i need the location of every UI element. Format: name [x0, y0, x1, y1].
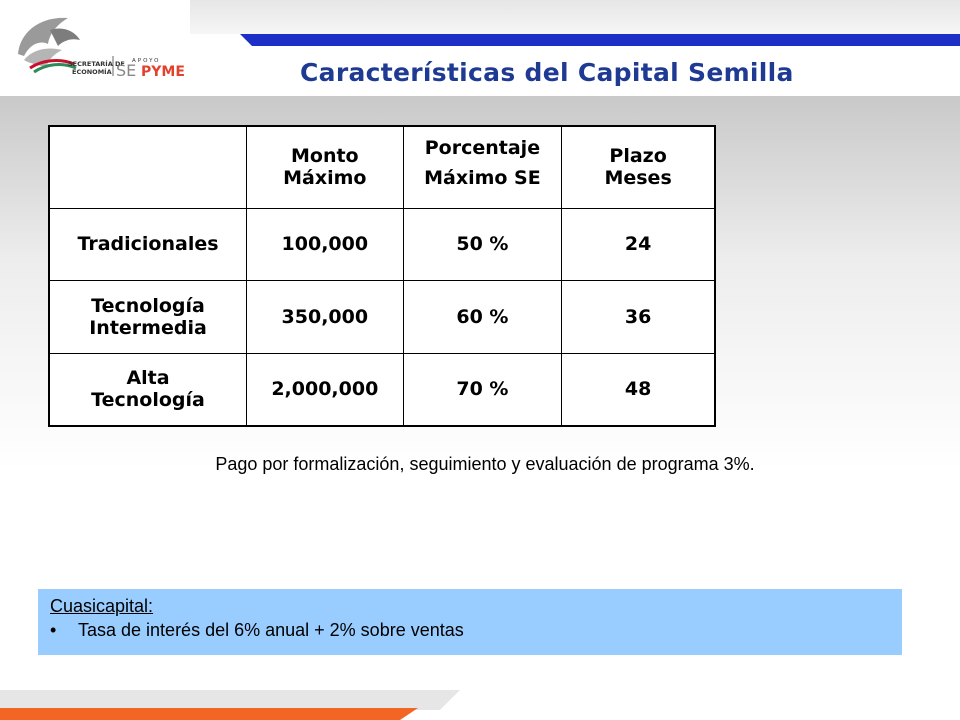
top-blue-stripe: [240, 34, 960, 46]
capital-table: [48, 125, 716, 427]
bullet-icon: •: [50, 620, 57, 640]
header-plazo-meses: Plazo Meses: [562, 126, 715, 208]
table-row: [49, 353, 715, 426]
table-row: [49, 280, 715, 353]
cell-plazo: 24: [562, 208, 715, 280]
cell-monto: 100,000: [247, 208, 404, 280]
cell-plazo: 36: [562, 280, 715, 353]
cell-plazo: 48: [562, 353, 715, 426]
cell-monto: 2,000,000: [247, 353, 404, 426]
cell-porcentaje: 50 %: [403, 208, 562, 280]
secretaria-economia-logo: [10, 10, 190, 90]
table-header-row: [49, 126, 715, 208]
header-monto-maximo: Monto Máximo: [247, 126, 404, 208]
table-row: [49, 208, 715, 280]
footer-decor: [0, 690, 960, 720]
svg-text:SE: SE: [116, 61, 137, 80]
top-decor-bar: [190, 0, 960, 34]
cell-porcentaje: 60 %: [403, 280, 562, 353]
header-porcentaje-maximo: Porcentaje Máximo SE: [403, 126, 562, 208]
row-label: Tecnología Intermedia: [49, 280, 247, 353]
page-title: Características del Capital Semilla: [300, 58, 794, 87]
table-header-empty: [49, 126, 247, 208]
svg-text:APOYO: APOYO: [132, 58, 161, 64]
cuasicapital-box: [38, 589, 902, 655]
cell-monto: 350,000: [247, 280, 404, 353]
svg-text:ECONOMÍA: ECONOMÍA: [72, 68, 112, 76]
list-item: [50, 620, 464, 641]
cell-porcentaje: 70 %: [403, 353, 562, 426]
list-item-text: Tasa de interés del 6% anual + 2% sobre ventas: [78, 620, 464, 640]
svg-text:SECRETARÍA DE: SECRETARÍA DE: [68, 60, 125, 68]
payment-note: Pago por formalización, seguimiento y evaluación de programa 3%.: [215, 454, 755, 474]
row-label: Tradicionales: [49, 208, 247, 280]
svg-text:PYME: PYME: [141, 64, 185, 80]
cuasicapital-title: Cuasicapital:: [50, 596, 154, 616]
row-label: Alta Tecnología: [49, 353, 247, 426]
